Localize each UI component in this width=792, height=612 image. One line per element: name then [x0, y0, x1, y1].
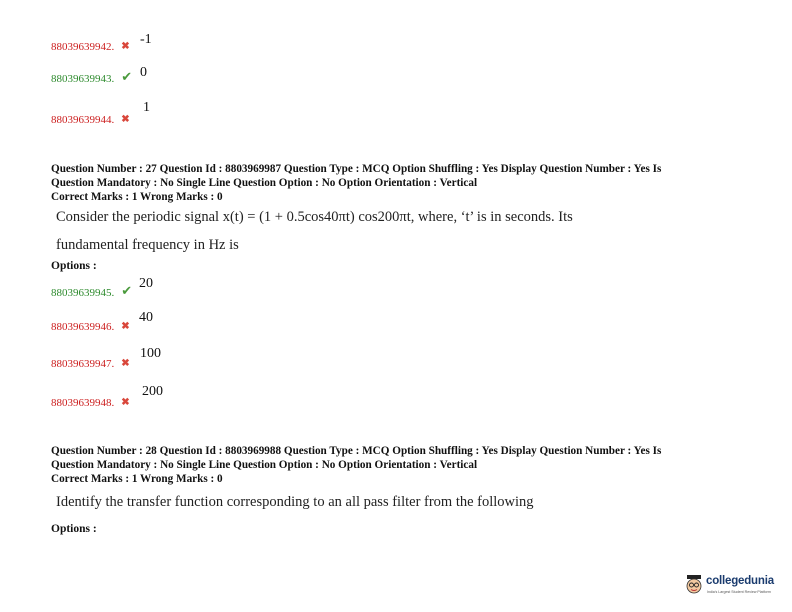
question-27-text-line-2: fundamental frequency in Hz is — [56, 237, 239, 253]
logo-name: collegedunia — [706, 575, 774, 587]
meta-line: Question Mandatory : No Single Line Question Option : No Option Orientation : Vertical — [51, 177, 478, 189]
cross-icon: ✖ — [121, 114, 130, 125]
option-value: -1 — [140, 32, 152, 47]
option-value: 40 — [139, 310, 153, 325]
options-label: Options : — [51, 523, 97, 535]
check-icon: ✔ — [121, 69, 133, 84]
option-value: 100 — [140, 346, 161, 361]
mascot-icon — [685, 574, 703, 596]
option-id: 88039639942. — [51, 41, 115, 53]
question-27-text-line-1: Consider the periodic signal x(t) = (1 + 0.5cos40πt) cos200πt, where, ‘t’ is in seconds. Its — [56, 209, 573, 225]
option-row — [51, 69, 132, 87]
option-value: 1 — [143, 100, 150, 115]
question-27-meta — [51, 162, 771, 204]
option-row — [51, 37, 130, 55]
options-label: Options : — [51, 260, 97, 272]
option-id: 88039639945. — [51, 287, 115, 299]
meta-line: Question Number : 27 Question Id : 8803969987 Question Type : MCQ Option Shuffling : Yes Display Question Number : Yes Is — [51, 163, 662, 175]
option-row — [51, 354, 130, 372]
marks-line: Correct Marks : 1 Wrong Marks : 0 — [51, 473, 223, 485]
option-row — [51, 393, 130, 411]
option-id: 88039639948. — [51, 397, 115, 409]
cross-icon: ✖ — [121, 358, 130, 369]
option-row — [51, 317, 130, 335]
option-value: 20 — [139, 276, 153, 291]
logo-tagline: India's Largest Student Review Platform — [707, 590, 771, 594]
cross-icon: ✖ — [121, 321, 130, 332]
marks-line: Correct Marks : 1 Wrong Marks : 0 — [51, 191, 223, 203]
option-value: 0 — [140, 65, 147, 80]
check-icon: ✔ — [121, 283, 133, 298]
question-28-meta — [51, 444, 771, 486]
collegedunia-logo — [685, 572, 780, 602]
option-id: 88039639946. — [51, 321, 115, 333]
option-value: 200 — [142, 384, 163, 399]
cross-icon: ✖ — [121, 397, 130, 408]
option-row — [51, 283, 132, 301]
option-row — [51, 110, 130, 128]
meta-line: Question Mandatory : No Single Line Question Option : No Option Orientation : Vertical — [51, 459, 478, 471]
option-id: 88039639947. — [51, 358, 115, 370]
option-id: 88039639944. — [51, 114, 115, 126]
option-id: 88039639943. — [51, 73, 115, 85]
meta-line: Question Number : 28 Question Id : 8803969988 Question Type : MCQ Option Shuffling : Yes Display Question Number : Yes Is — [51, 445, 662, 457]
cross-icon: ✖ — [121, 41, 130, 52]
question-28-text-line-1: Identify the transfer function corresponding to an all pass filter from the following — [56, 494, 534, 510]
